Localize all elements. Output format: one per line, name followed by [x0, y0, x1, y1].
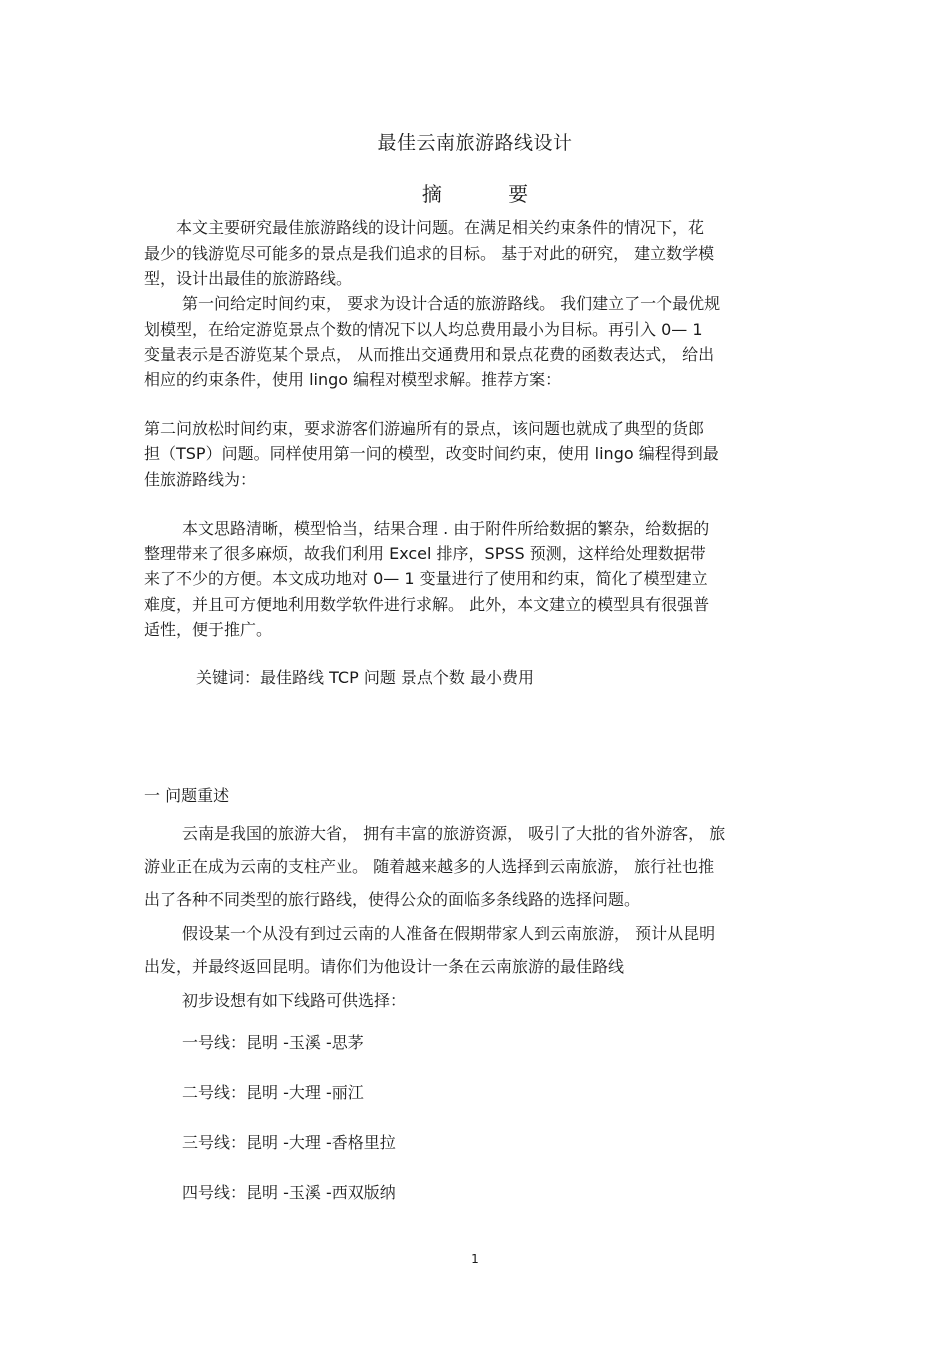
text-line: 整理带来了很多麻烦，故我们利用 Excel 排序，SPSS 预测，这样给处理数据带 [144, 544, 706, 563]
text-line: 相应的约束条件，使用 lingo 编程对模型求解。推荐方案： [144, 370, 562, 389]
text-line: 出了各种不同类型的旅行路线，使得公众的面临多条线路的选择问题。 [144, 890, 641, 909]
route-item: 一号线：昆明 -玉溪 -思茅 [182, 1033, 364, 1052]
route-item: 二号线：昆明 -大理 -丽江 [182, 1083, 364, 1102]
text-line: 划模型，在给定游览景点个数的情况下以人均总费用最小为目标。再引入 0— 1 [144, 320, 703, 339]
text-line: 难度，并且可方便地利用数学软件进行求解。 此外，本文建立的模型具有很强普 [144, 595, 710, 614]
text-line: 变量表示是否游览某个景点， 从而推出交通费用和景点花费的函数表达式， 给出 [144, 345, 715, 364]
text-line: 第二问放松时间约束，要求游客们游遍所有的景点，该问题也就成了典型的货郎 [144, 419, 705, 438]
text-line: 型，设计出最佳的旅游路线。 [144, 269, 353, 288]
keywords: 关键词：最佳路线 TCP 问题 景点个数 最小费用 [196, 668, 535, 687]
text-line: 假设某一个从没有到过云南的人准备在假期带家人到云南旅游， 预计从昆明 [182, 924, 716, 943]
text-line: 本文主要研究最佳旅游路线的设计问题。在满足相关约束条件的情况下，花 [176, 218, 705, 237]
text-line: 出发，并最终返回昆明。请你们为他设计一条在云南旅游的最佳路线 [144, 957, 625, 976]
page-number: 1 [471, 1252, 479, 1266]
route-item: 四号线：昆明 -玉溪 -西双版纳 [182, 1183, 396, 1202]
text-line: 最少的钱游览尽可能多的景点是我们追求的目标。 基于对此的研究， 建立数学模 [144, 244, 715, 263]
text-line: 担（TSP）问题。同样使用第一问的模型，改变时间约束，使用 lingo 编程得到最 [144, 444, 719, 463]
section-heading: 一 问题重述 [144, 786, 230, 805]
routes-intro: 初步设想有如下线路可供选择： [182, 991, 407, 1010]
text-line: 本文思路清晰，模型恰当，结果合理 . 由于附件所给数据的繁杂，给数据的 [182, 519, 710, 538]
text-line: 游业正在成为云南的支柱产业。 随着越来越多的人选择到云南旅游， 旅行社也推 [144, 857, 715, 876]
abstract-heading: 摘 要 [421, 182, 559, 206]
text-line: 云南是我国的旅游大省， 拥有丰富的旅游资源， 吸引了大批的省外游客， 旅 [182, 824, 726, 843]
route-item: 三号线：昆明 -大理 -香格里拉 [182, 1133, 396, 1152]
text-line: 第一问给定时间约束， 要求为设计合适的旅游路线。 我们建立了一个最优规 [182, 294, 721, 313]
document-title: 最佳云南旅游路线设计 [377, 132, 573, 154]
text-line: 佳旅游路线为： [144, 470, 257, 489]
text-line: 适性，便于推广。 [144, 620, 273, 639]
text-line: 来了不少的方便。本文成功地对 0— 1 变量进行了使用和约束，简化了模型建立 [144, 569, 708, 588]
